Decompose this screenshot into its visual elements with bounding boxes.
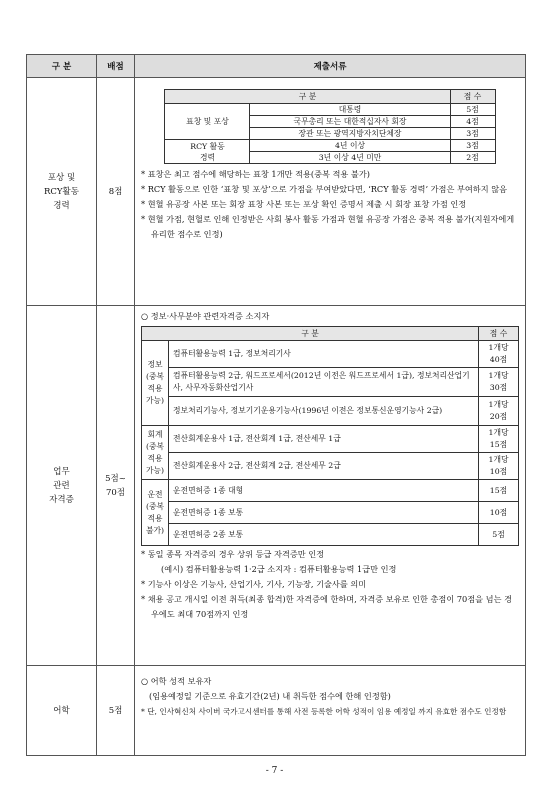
certificate-score <box>479 341 519 368</box>
group-label-line: 가능) <box>145 396 165 405</box>
header-documents: 제출서류 <box>135 55 526 78</box>
note: * 채용 공고 개시일 이전 취득(최종 합격)한 자격증에 한하며, 자격증 보유로 인한 총점이 70점을 넘는 경우에도 최대 70점까지 인정 <box>141 594 512 619</box>
language-line: (임용예정일 기준으로 유효기간(2년) 내 취득한 점수에 한해 인정함) <box>149 691 391 701</box>
subtable-header-category: 구 분 <box>165 90 450 104</box>
documents-certificates <box>135 306 526 666</box>
category-language: 어학 <box>27 666 97 756</box>
certificate-desc: 운전면허증 2종 보통 <box>169 524 479 546</box>
group-label-line: 운전 <box>147 489 163 499</box>
score-line: 1개당 <box>488 371 509 380</box>
score-line: 30점 <box>489 383 508 392</box>
certificate-score: 15점 <box>479 480 519 502</box>
note: * 현혈 유공장 사본 또는 회장 표창 사본 또는 포상 확인 증명서 제출 시 회장 표창 가점 인정 <box>141 199 467 209</box>
note: * 표창은 최고 점수에 해당하는 표창 1개만 적용(중복 적용 불가) <box>141 169 370 179</box>
award-desc: 국무총리 또는 대한적십자사 회장 <box>250 116 450 128</box>
group-label-accounting <box>142 426 169 480</box>
award-desc: 장관 또는 광역지방자치단체장 <box>250 128 450 140</box>
documents-awards <box>135 78 526 306</box>
score-line: 40점 <box>489 355 508 364</box>
certificate-score: 10점 <box>479 502 519 524</box>
group-label-awards: 표창 및 포상 <box>165 104 250 140</box>
language-line: ○ 어학 성적 보유자 <box>141 676 212 686</box>
note: * 현혈 가점, 현혈로 인해 인정받은 사회 봉사 활동 가점과 현혈 유공장 가점은 중복 적용 불가(지원자에게 유리한 점수로 인정) <box>141 214 515 239</box>
score-line: 1개당 <box>488 343 509 352</box>
category-line: 업무 <box>53 466 70 477</box>
row-certificates <box>27 306 526 666</box>
certificate-desc: 전산회계운용사 2급, 전산회계 2급, 전산세무 2급 <box>169 453 479 480</box>
certificate-desc: 운전면허증 1종 보통 <box>169 502 479 524</box>
group-label-line: 적용 <box>147 513 163 523</box>
row-language <box>27 666 526 756</box>
group-label-line: 경력 <box>199 152 216 162</box>
group-label-line: 가능) <box>145 465 165 475</box>
group-label-line: 적용 <box>147 453 163 463</box>
certificate-score <box>479 453 519 480</box>
certificate-score <box>479 368 519 397</box>
group-label-line: 회계 <box>147 429 163 439</box>
group-label-line: (중복 <box>145 372 165 381</box>
award-score: 4점 <box>450 116 495 128</box>
group-label-line: 불가) <box>145 525 165 535</box>
score-line: 15점 <box>489 440 508 449</box>
note: * RCY 활동으로 인한 ‘표창 및 포상’으로 가점을 부여받았다면, ‘RCY 활동 경력’ 가점은 부여하지 않음 <box>141 184 508 194</box>
certificate-desc: 운전면허증 1종 대형 <box>169 480 479 502</box>
points-language: 5점 <box>97 666 135 756</box>
score-line: 1개당 <box>488 455 509 464</box>
points-line: 70점 <box>105 487 126 498</box>
note: * 동일 종목 자격증의 경우 상위 등급 자격증만 인정 <box>141 549 325 559</box>
group-label-line: 정보 <box>147 360 163 369</box>
group-label-rcy <box>165 140 250 164</box>
points-line: 5점~ <box>105 473 126 484</box>
header-category: 구 분 <box>27 55 97 78</box>
certificate-desc: 컴퓨터활용능력 2급, 워드프로세서(2012년 이전은 워드프로세서 1급), 정보처리산업기사, 사무자동화산업기사 <box>169 368 479 397</box>
points-certificates <box>97 306 135 666</box>
award-desc: 대통령 <box>250 104 450 116</box>
category-line: 관련 <box>53 480 70 491</box>
category-line: 자격증 <box>49 494 74 505</box>
group-label-line: RCY 활동 <box>190 141 225 151</box>
score-line: 20점 <box>489 412 508 421</box>
certificate-desc: 컴퓨터활용능력 1급, 정보처리기사 <box>169 341 479 368</box>
subtable-header-score: 점 수 <box>479 327 519 341</box>
award-score: 5점 <box>450 104 495 116</box>
certificate-desc: 정보처리기능사, 정보기기운용기능사(1996년 이전은 정보통신운영기능사 2급) <box>169 397 479 426</box>
note-example: (예시) 컴퓨터활용능력 1·2급 소지자 : 컴퓨터활용능력 1급만 인정 <box>161 564 397 574</box>
subtable-header-category: 구 분 <box>142 327 479 341</box>
rcy-desc: 3년 이상 4년 미만 <box>250 152 450 164</box>
certificate-desc: 전산회계운용사 1급, 전산회계 1급, 전산세무 1급 <box>169 426 479 453</box>
scoring-table <box>26 54 526 756</box>
header-points: 배점 <box>97 55 135 78</box>
certificates-subtable <box>141 326 519 546</box>
group-label-line: (중복 <box>145 441 165 451</box>
category-certificates <box>27 306 97 666</box>
row-awards-rcy <box>27 78 526 306</box>
group-label-driving <box>142 480 169 546</box>
certificate-score: 5점 <box>479 524 519 546</box>
score-line: 1개당 <box>488 400 509 409</box>
language-note: * 단, 인사혁신처 사이버 국가고시센터를 통해 사전 등록한 어학 성적이 임용 예정일 까지 유효한 점수도 인정함 <box>141 707 507 716</box>
group-label-it <box>142 341 169 426</box>
rcy-desc: 4년 이상 <box>250 140 450 152</box>
awards-subtable <box>164 89 495 164</box>
certificate-score <box>479 426 519 453</box>
rcy-score: 3점 <box>450 140 495 152</box>
score-line: 10점 <box>489 467 508 476</box>
score-line: 1개당 <box>488 428 509 437</box>
category-line: 포상 및 <box>47 172 76 183</box>
group-label-line: (중복 <box>145 501 165 511</box>
category-line: RCY활동 <box>44 186 79 197</box>
certificates-intro: ○ 정보·사무분야 관련자격증 소지자 <box>141 311 270 321</box>
points-awards: 8점 <box>97 78 135 306</box>
category-line: 경력 <box>53 200 70 211</box>
documents-language <box>135 666 526 756</box>
table-header-row <box>27 55 526 78</box>
category-awards <box>27 78 97 306</box>
certificate-score <box>479 397 519 426</box>
group-label-line: 적용 <box>147 384 163 393</box>
page-number: - 7 - <box>265 766 284 776</box>
note: * 기능사 이상은 기능사, 산업기사, 기사, 기능장, 기술사를 의미 <box>141 579 367 589</box>
award-score: 3점 <box>450 128 495 140</box>
rcy-score: 2점 <box>450 152 495 164</box>
document-page <box>26 54 525 756</box>
subtable-header-score: 점 수 <box>450 90 495 104</box>
